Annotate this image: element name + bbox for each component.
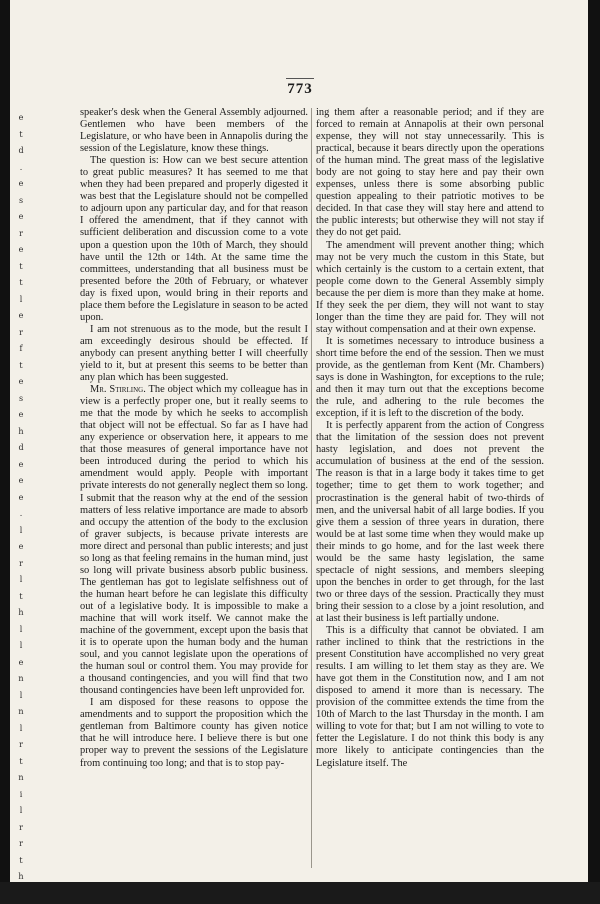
speaker-remarks: The object which my colleague has in view is a perfectly proper one, but it really seems to me that the mode by which he seeks to accomplish that object will not be effectual. So far as I have had any experience or observation here, it appears to me that those measures of general importance have not been introduced during the period to which his amendment would apply. People with important private interests do not generally neglect them so long. I submit that the reason why at the end of the session matters of less relative importance are made to absorb and occupy the attention of the body to the exclusion of graver subjects, is because private interests are more direct and personal than public interests; and just so long as that feeling remains in the human mind, just so long will private business absorb public business. The gentleman has got to legislate selfishness out of the human heart before he can legislate this difficulty out of a legislative body. It is impossible to make a machine that will work itself. We cannot make the machine of the government, except upon the basis that it is to operate upon the human body and the human soul, and you cannot legislate upon the operations of the human soul or control them. You may provide for a thousand contingencies, and you will find that two thousand contingencies have been left unprovided for. [80,384,308,697]
right-paragraph-5: This is a difficulty that cannot be obviated. I am rather inclined to think that the restrictions in the present Constitution have accomplished no very great results. I am willing to let them stay as they are. We have got them in the Constitution now, and I am not disposed to amend it more than is necessary. The provision of the committee extends the time from the 10th of March to the last Thursday in the month. I am willing to vote for that; but I am not willing to vote to fetter the Legislature. I do not think this body is any more likely to anticipate contingencies than the Legislature itself. The [316,625,544,769]
page-number: 773 [0,78,600,98]
left-paragraph-5: I am disposed for these reasons to oppose the amendments and to support the proposition which the gentleman from Baltimore county has given notice that he will introduce here. I believe there is but one proper way to prevent the sessions of the Legislature from continuing too long; and that is to stop pay- [80,697,308,769]
left-paragraph-1: speaker's desk when the General Assembly adjourned. Gentlemen who have been members of the Legislature, or who have been in Annapolis during the session of the Legislature, know these things. [80,107,308,155]
scan-border-left [0,0,10,904]
left-paragraph-4 [80,384,308,697]
right-paragraph-3: It is sometimes necessary to introduce business a short time before the end of the session. Then we must provide, as the gentleman from Kent (Mr. Chambers) says is done in Washington, for exceptions to the rule; and then it may turn out that the exceptions become the rule, and adhering to the rule becomes the exception, if it is left to the discretion of the body. [316,335,544,420]
scan-border-right [588,0,600,904]
scan-border-bottom [0,882,600,904]
right-paragraph-4: It is perfectly apparent from the action of Congress that the limitation of the session does not prevent hasty legislation, and does not prevent the accumulation of business at the end of the session. The reason is that in a large body it takes time to get together; time to get them to work together; and procrastination is the general habit of two-thirds of men, and the universal habit of all large bodies. If you give them a session of three years in duration, there would be at last some time when they would make up their minds to go home, and for the last week there would be the same hasty legislation, the same spectacle of night sessions, and members sleeping upon the benches in order to get through, for the last two or three days of the session. Practically they must bring their session to a close by a joint resolution, and at last their business is left partially undone. [316,420,544,624]
left-paragraph-3: I am not strenuous as to the mode, but the result I am exceedingly desirous should be effected. If anybody can present anything better I will cheerfully yield to it, but at present this seems to be better than any plan which has been suggested. [80,323,308,384]
right-paragraph-1: ing them after a reasonable period; and if they are forced to remain at Annapolis at their own personal expense, they will not stay unnecessarily. This is practical, because it bears directly upon the operations of the human mind. The great mass of the legislative body are not going to stay here and pay their own expenses, unless there is some absorbing public question appealing to their patriotic motives to be decided. In that case they will stay here and attend to the public interests; but otherwise they will not stay if they do not get paid. [316,107,544,239]
column-divider [311,108,312,868]
right-column [316,107,544,770]
facing-page-bleed-text: e t d . e s e r e t t l e r f t e s e h d e e e . l e r l t h l l e n l n l r t n i l r r t h [18,113,24,881]
left-paragraph-2: The question is: How can we best secure attention to great public measures? It has seemed to me that when they had been prepared and properly digested it was best that the Legislature should not be compelled to adjourn upon any particular day, and for that reason I offered the amendment, that if they cannot with sufficient deliberation and discussion come to a vote upon a question upon the 10th of March, they should have until the 12th or 14th. At the same time the committees, understanding that all business must be presented before the 20th of February, or whatever day is fixed upon, would bring in their reports and place them before the Legislature in season to be acted upon. [80,155,308,323]
right-paragraph-2: The amendment will prevent another thing; which may not be very much the custom in this State, but which certainly is the custom to a certain extent, that people come down to the General Assembly simply because the per diem is more than they make at home. If they seek the per diem, they will not want to stay longer than the time they are paid for. They will not stay without compensation and at their own expense. [316,239,544,335]
left-column [80,107,308,770]
speaker-name: Mr. Stirling. [90,384,146,396]
